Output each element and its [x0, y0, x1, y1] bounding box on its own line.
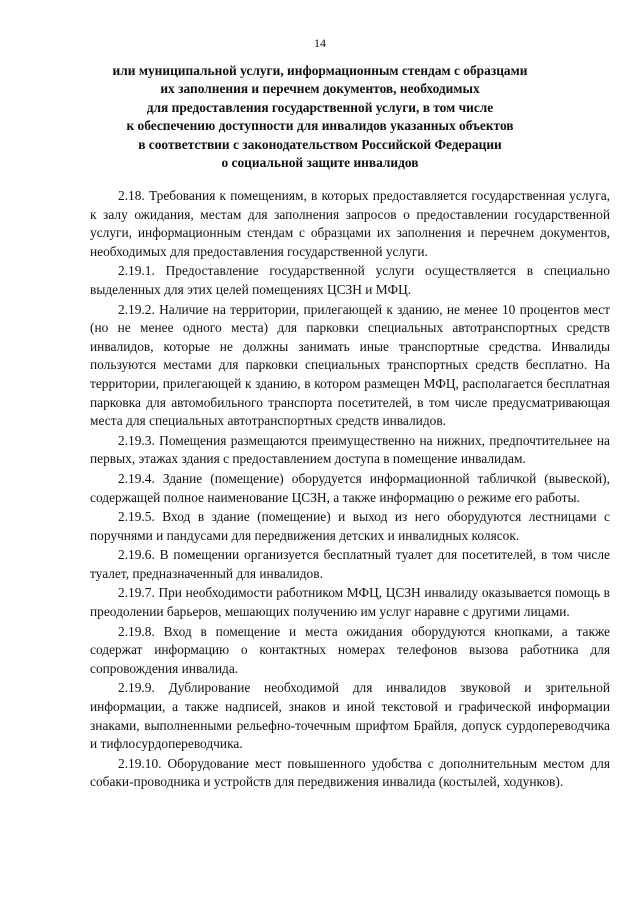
paragraph-2-19-5: 2.19.5. Вход в здание (помещение) и выход из него оборудуются лестницами с поручнями и пандусами для передвижения детских и инвалидных колясок. — [90, 509, 610, 543]
paragraph-2-19-9: 2.19.9. Дублирование необходимой для инвалидов звуковой и зрительной информации, а также надписей, знаков и иной текстовой и графической информации знаками, выполненными рельефно-точечным шрифтом Брайля, допуск сурдопереводчика и тифлосурдопереводчика. — [90, 680, 610, 752]
paragraph-2-19-8: 2.19.8. Вход в помещение и места ожидания оборудуются кнопками, а также содержат информацию о контактных номерах телефонов вызова работника для сопровождения инвалида. — [90, 623, 610, 676]
page-number: 14 — [314, 36, 326, 50]
heading-line: для предоставления государственной услуги, в том числе — [146, 99, 494, 115]
heading-line: к обеспечению доступности для инвалидов указанных объектов — [126, 118, 514, 134]
paragraph-2-19-6: 2.19.6. В помещении организуется бесплатный туалет для посетителей, в том числе туалет, предназначенный для инвалидов. — [90, 547, 610, 581]
document-body — [90, 187, 610, 793]
heading-line: о социальной защите инвалидов — [221, 155, 419, 171]
paragraph-2-19-10: 2.19.10. Оборудование мест повышенного удобства с дополнительным местом для собаки-проводника и устройств для передвижения инвалида (костылей, ходунков). — [90, 755, 610, 790]
paragraph-2-19-7: 2.19.7. При необходимости работником МФЦ, ЦСЗН инвалиду оказывается помощь в преодолении барьеров, мешающих получению им услуг наравне с другими лицами. — [90, 585, 610, 620]
paragraph-2-18: 2.18. Требования к помещениям, в которых предоставляется государственная услуга, к залу ожидания, местам для заполнения запросов о предоставлении государственной услуги, информационным стендам с образцами их заполнения и перечнем документов, необходимых для предоставления государственной услуги. — [90, 188, 610, 259]
heading-line: или муниципальной услуги, информационным стендам с образцами — [112, 63, 528, 78]
paragraph-2-19-2: 2.19.2. Наличие на территории, прилегающей к зданию, не менее 10 процентов мест (но не менее одного места) для парковки специальных автотранспортных средств инвалидов, которые не должны занимать иные транспортные средства. Инвалиды пользуются местами для парковки специальных транспортных средств бесплатно. На территории, прилегающей к зданию, в котором размещен МФЦ, располагается бесплатная парковка для автомобильного транспорта посетителей, в том числе предусматривающая места для специальных автотранспортных средств инвалидов. — [90, 301, 610, 429]
heading-line: в соответствии с законодательством Российской Федерации — [138, 136, 502, 152]
paragraph-2-19-3: 2.19.3. Помещения размещаются преимущественно на нижних, предпочтительнее на первых, этажах здания с предоставлением доступа в помещение инвалидам. — [90, 432, 610, 467]
section-heading — [70, 62, 570, 172]
paragraph-2-19-4: 2.19.4. Здание (помещение) оборудуется информационной табличкой (вывеской), содержащей полное наименование ЦСЗН, а также информацию о режиме его работы. — [90, 470, 610, 505]
paragraph-2-19-1: 2.19.1. Предоставление государственной услуги осуществляется в специально выделенных для этих целей помещениях ЦСЗН и МФЦ. — [90, 263, 610, 297]
heading-line: их заполнения и перечнем документов, необходимых — [160, 81, 480, 97]
